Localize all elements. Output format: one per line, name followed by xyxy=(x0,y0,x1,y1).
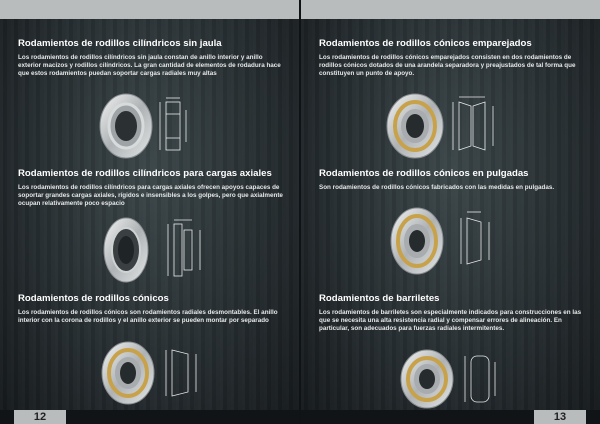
bearing-figure-tapered-inch xyxy=(387,206,517,276)
section-title: Rodamientos de rodillos cónicos emparejados xyxy=(319,38,532,49)
page-number: 12 xyxy=(14,410,66,424)
bearing-figure-cylindrical-no-cage xyxy=(96,92,226,160)
section-title: Rodamientos de rodillos cónicos xyxy=(18,293,169,304)
section-title: Rodamientos de barriletes xyxy=(319,293,440,304)
section-text: Los rodamientos de rodillos cilíndricos para cargas axiales ofrecen apoyos capaces de soportar grandes cargas axiales, rígidos e insensibles a los golpes, pero que axialmente ocupan relativamente poco espacio xyxy=(18,184,283,208)
section-title: Rodamientos de rodillos cilíndricos sin jaula xyxy=(18,38,222,49)
bearing-figure-cylindrical-axial xyxy=(100,216,220,284)
section-tapered xyxy=(18,293,285,325)
section-tapered-inch xyxy=(319,168,586,192)
section-title: Rodamientos de rodillos cilíndricos para cargas axiales xyxy=(18,168,272,179)
page-number: 13 xyxy=(534,410,586,424)
section-text: Los rodamientos de rodillos cilíndricos sin jaula constan de anillo interior y anillo exterior macizos y rodillos cilíndricos. La gran cantidad de elementos de rodadura hace que estos rodamientos puedan soportar cargas radiales muy altas xyxy=(18,54,281,78)
bearing-figure-spherical xyxy=(397,348,521,410)
section-cylindrical-axial xyxy=(18,168,285,209)
section-cylindrical-no-cage xyxy=(18,38,285,79)
top-bar xyxy=(0,0,299,19)
section-text: Los rodamientos de barriletes son especialmente indicados para construcciones en las que se necesita una alta resistencia radial y compensar errores de alineación. En particular, son adecuados para fuerzas radiales intermitentes. xyxy=(319,309,582,333)
page-right xyxy=(301,0,600,424)
section-title: Rodamientos de rodillos cónicos en pulgadas xyxy=(319,168,529,179)
top-bar xyxy=(301,0,600,19)
section-text: Los rodamientos de rodillos cónicos son rodamientos radiales desmontables. El anillo interior con la corona de rodillos y el anillo exterior se pueden montar por separado xyxy=(18,309,278,325)
bearing-figure-paired-tapered xyxy=(383,92,517,160)
section-spherical xyxy=(319,293,586,334)
section-text: Son rodamientos de rodillos cónicos fabricados con las medidas en pulgadas. xyxy=(319,184,555,191)
section-text: Los rodamientos de rodillos cónicos emparejados consisten en dos rodamientos de rodillos cónicos dotados de una arandela separadora y preajustados de tal forma que constituyen un punto de apoyo. xyxy=(319,54,576,78)
bearing-figure-tapered xyxy=(98,340,222,406)
page-left xyxy=(0,0,299,424)
section-paired-tapered xyxy=(319,38,586,79)
